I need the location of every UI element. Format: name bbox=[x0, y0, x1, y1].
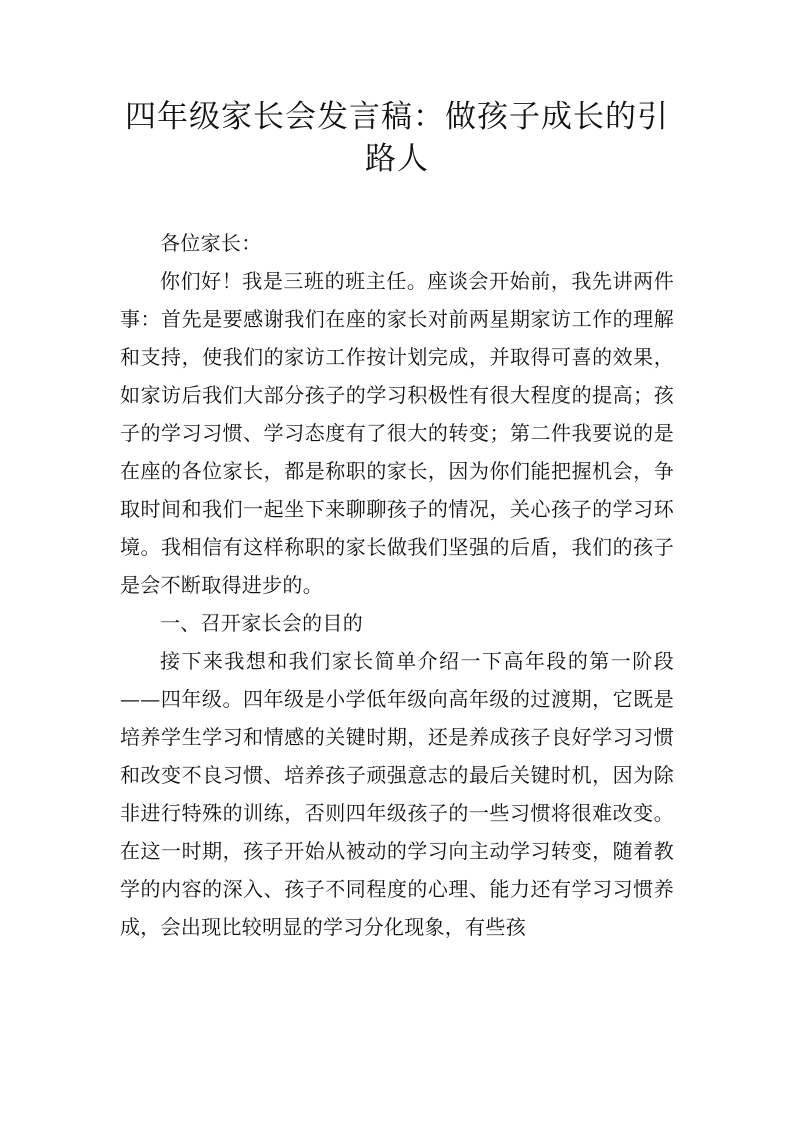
salutation: 各位家长： bbox=[160, 231, 262, 255]
document-title: 四年级家长会发言稿：做孩子成长的引路人 bbox=[125, 99, 669, 177]
paragraph-grade-four: 接下来我想和我们家长简单介绍一下高年段的第一阶段——四年级。四年级是小学低年级向高年级的过渡期，它既是培养学生学习和情感的关键时期，还是养成孩子良好学习习惯和改变不良习惯、培养孩子顽强意志的最后关键时机，因为除非进行特殊的训练，否则四年级孩子的一些习惯将很难改变。在这一时期，孩子开始从被动的学习向主动学习转变，随着教学的内容的深入、孩子不同程度的心理、能力还有学习习惯养成，会出现比较明显的学习分化现象，有些孩 bbox=[120, 649, 674, 939]
section-heading: 一、召开家长会的目的 bbox=[160, 611, 363, 635]
paragraph-greeting: 你们好！我是三班的班主任。座谈会开始前，我先讲两件事：首先是要感谢我们在座的家长对前两星期家访工作的理解和支持，使我们的家访工作按计划完成，并取得可喜的效果，如家访后我们大部分孩子的学习积极性有很大程度的提高；孩子的学习习惯、学习态度有了很大的转变；第二件我要说的是在座的各位家长，都是称职的家长，因为你们能把握机会，争取时间和我们一起坐下来聊聊孩子的情况，关心孩子的学习环境。我相信有这样称职的家长做我们坚强的后盾，我们的孩子是会不断取得进步的。 bbox=[120, 269, 674, 597]
document-body bbox=[120, 224, 674, 946]
